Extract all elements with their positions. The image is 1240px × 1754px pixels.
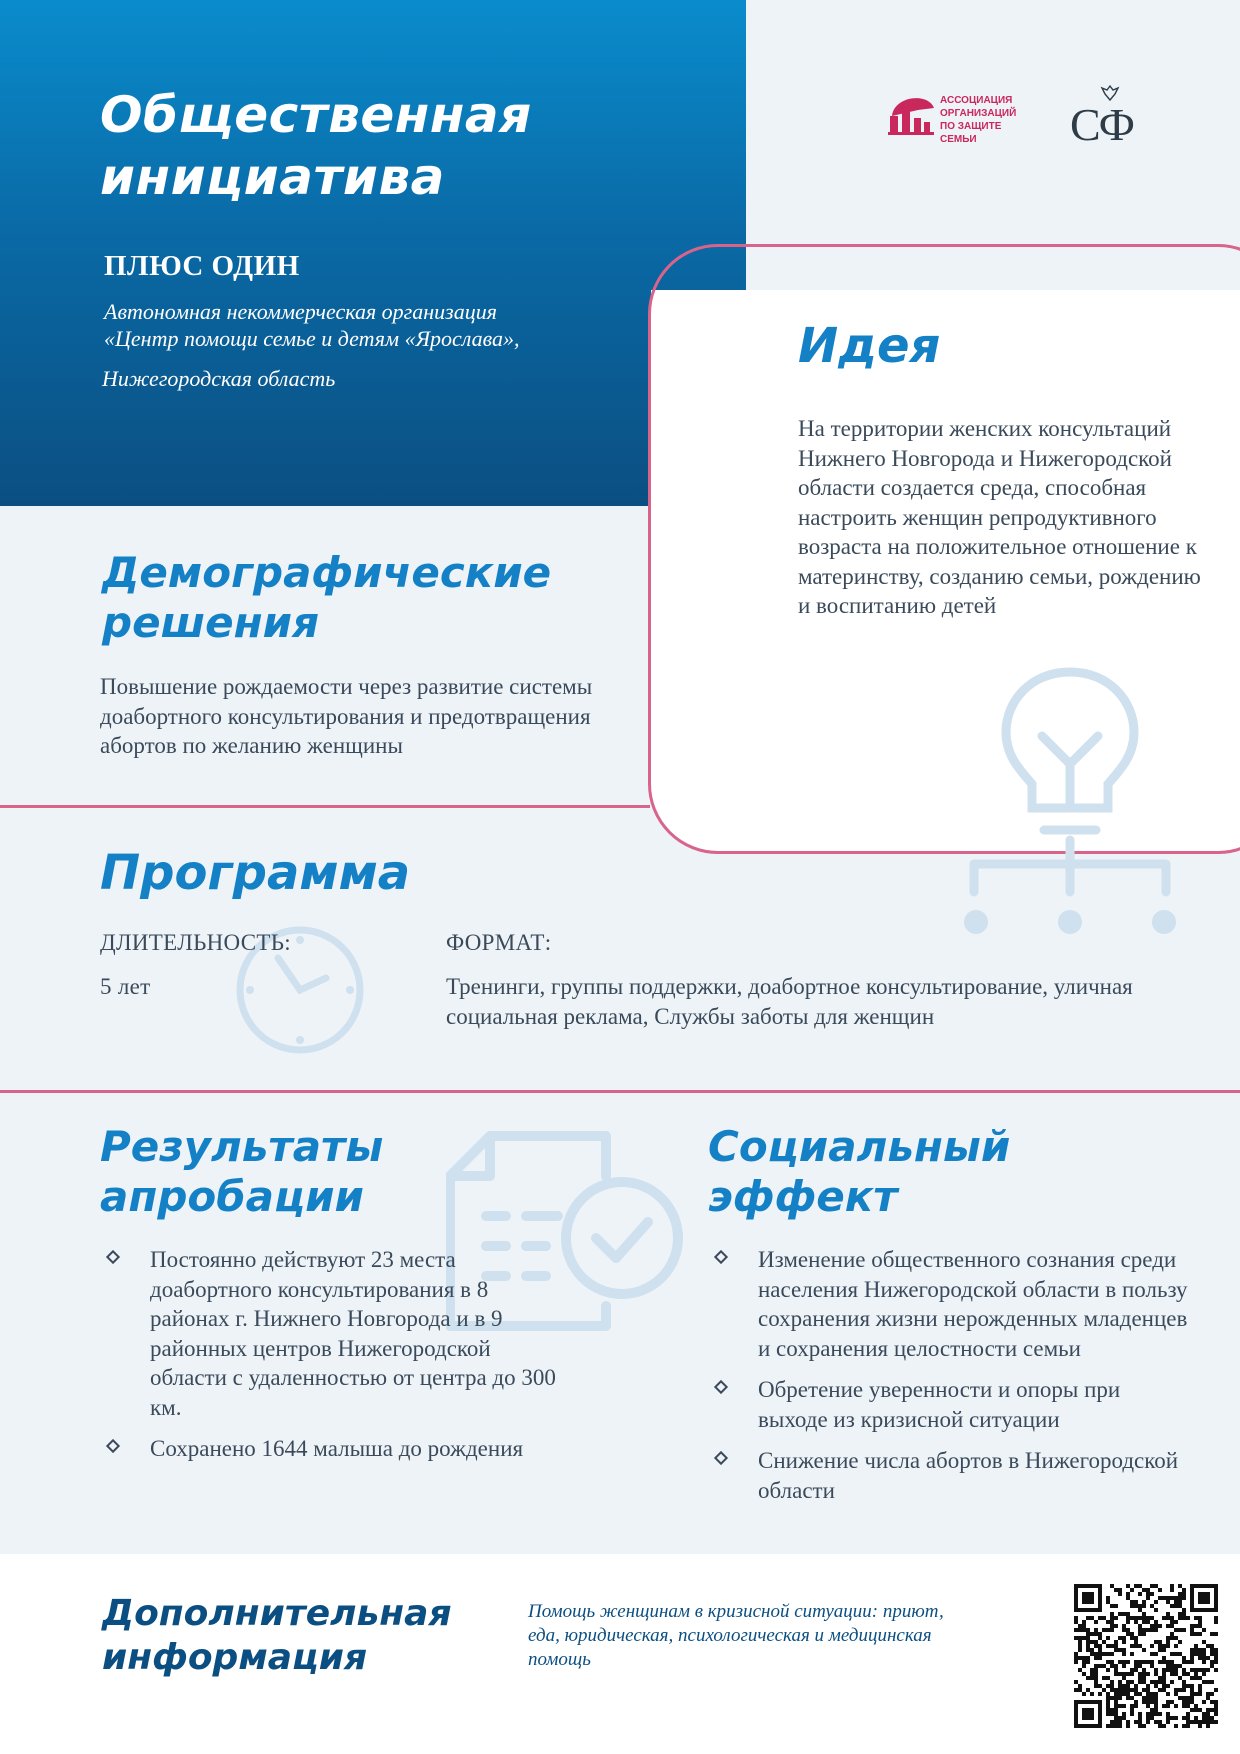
title-line-1: Общественная [100, 86, 532, 144]
logos [888, 80, 1148, 150]
results-item-text: Сохранено 1644 малыша до рождения [150, 1436, 524, 1461]
social-list [710, 1245, 1190, 1517]
list-item [710, 1375, 1190, 1434]
social-title-line-2: эффект [708, 1172, 898, 1221]
assoc-line-1: АССОЦИАЦИЯ [940, 95, 1013, 106]
footer-title [102, 1592, 452, 1680]
org-description [104, 298, 520, 352]
list-item [710, 1446, 1190, 1505]
qr-code-icon[interactable] [1074, 1584, 1218, 1728]
duration-label: ДЛИТЕЛЬНОСТЬ: [100, 930, 291, 955]
footer-title-line-2: информация [102, 1637, 368, 1678]
sf-logo [1070, 84, 1150, 150]
diamond-bullet-icon [714, 1451, 728, 1465]
results-title-line-2: апробации [100, 1172, 364, 1221]
list-item [102, 1434, 562, 1464]
org-desc-line-2: «Центр помощи семье и детям «Ярослава», [104, 326, 520, 351]
umbrella-family-icon [888, 86, 936, 138]
social-item-text: Обретение уверенности и опоры при выходе из кризисной ситуации [758, 1377, 1121, 1432]
org-region: Нижегородская область [102, 366, 336, 391]
org-desc-line-1: Автономная некоммерческая организация [104, 299, 497, 324]
results-title-line-1: Результаты [100, 1122, 384, 1171]
duration-value: 5 лет [100, 974, 151, 999]
title-line-2: инициатива [100, 148, 445, 206]
footer-text: Помощь женщинам в кризисной ситуации: приют, еда, юридическая, психологическая и медицинская помощь [528, 1601, 944, 1670]
association-logo-text [940, 94, 1038, 146]
format-value: Тренинги, группы поддержки, доабортное консультирование, уличная социальная реклама, Службы заботы для женщин [446, 974, 1133, 1029]
results-item-text: Постоянно действуют 23 места доабортного консультирования в 8 районах г. Нижнего Новгорода и в 9 районных центров Нижегородской области с удаленностью от центра до 300 км. [150, 1247, 556, 1420]
diamond-bullet-icon [106, 1250, 120, 1264]
demographic-text: Повышение рождаемости через развитие системы доабортного консультирования и предотвращения абортов по желанию женщины [100, 674, 593, 758]
demographic-title-line-2: решения [102, 598, 320, 647]
divider-2 [0, 1090, 1240, 1093]
idea-text: На территории женских консультаций Нижнего Новгорода и Нижегородской области создается среда, способная настроить женщин репродуктивного возраста на положительное отношение к материнству, созданию семьи, рождению и воспитанию детей [798, 416, 1201, 618]
footer-title-line-1: Дополнительная [102, 1593, 452, 1634]
org-name: ПЛЮС ОДИН [104, 250, 300, 282]
assoc-line-2: ОРГАНИЗАЦИЙ [940, 108, 1017, 119]
demographic-title-line-1: Демографические [102, 548, 552, 597]
social-title [708, 1122, 1010, 1222]
idea-title: Идея [798, 318, 941, 374]
social-item-text: Изменение общественного сознания среди населения Нижегородской области в пользу сохранения жизни нерожденных младенцев и сохранения целостности семьи [758, 1247, 1188, 1361]
lightbulb-network-icon [950, 660, 1190, 940]
program-title: Программа [100, 845, 411, 901]
format-label: ФОРМАТ: [446, 930, 552, 955]
diamond-bullet-icon [714, 1380, 728, 1394]
diamond-bullet-icon [106, 1439, 120, 1453]
results-title [100, 1122, 383, 1222]
diamond-bullet-icon [714, 1250, 728, 1264]
social-item-text: Снижение числа абортов в Нижегородской области [758, 1448, 1179, 1503]
page-title [100, 84, 532, 208]
association-logo [888, 86, 1038, 145]
demographic-title [102, 548, 551, 648]
divider-1 [0, 805, 650, 808]
social-title-line-1: Социальный [708, 1122, 1011, 1171]
list-item [102, 1245, 562, 1422]
results-list [102, 1245, 562, 1476]
list-item [710, 1245, 1190, 1363]
sf-logo-text: СФ [1070, 99, 1134, 150]
assoc-line-3: ПО ЗАЩИТЕ СЕМЬИ [940, 121, 1002, 145]
